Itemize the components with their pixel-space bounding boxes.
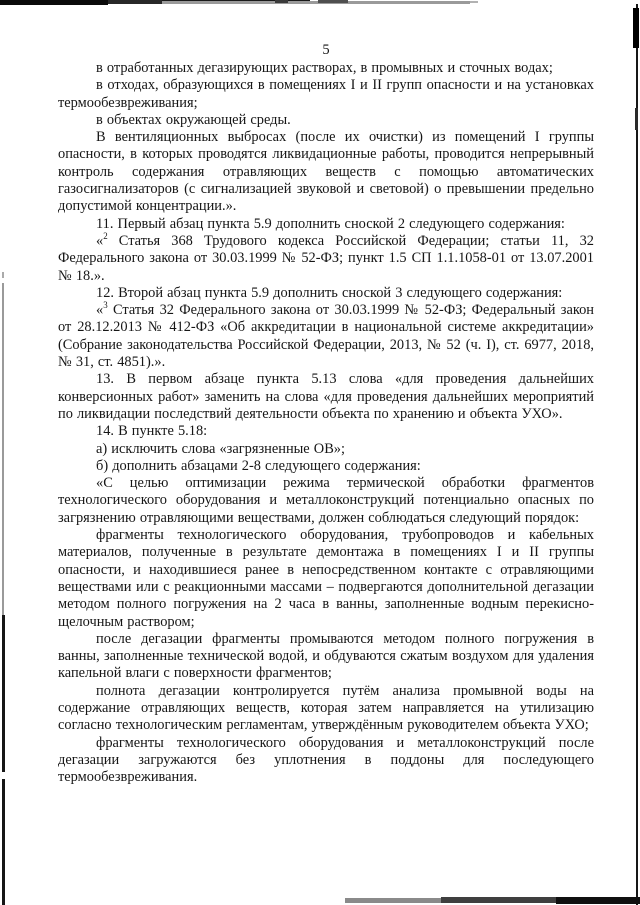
paragraph: б) дополнить абзацами 2-8 следующего содержания:: [96, 457, 421, 474]
paragraph: в отработанных дегазирующих растворах, в промывных и сточных водах;: [96, 60, 553, 76]
paragraph: 14. В пункте 5.18:: [96, 423, 208, 440]
paragraph: 13. В первом абзаце пункта 5.13 слова «для проведения дальнейших конверсионных работ» заменить на слова «для проведения дальнейших мероприятий по ликвидации последствий деятельности объекта по хранению и объекта УХО».: [58, 371, 594, 422]
footnote-marker: 3: [103, 300, 108, 311]
scan-artifact-top-dark-bar: [108, 0, 162, 4]
document-body: [58, 60, 594, 786]
paragraph: в объектах окружающей среды.: [96, 111, 291, 128]
paragraph: 11. Первый абзац пункта 5.9 дополнить сноской 2 следующего содержания:: [96, 215, 565, 232]
scan-artifact-top-gray-bar: [105, 1, 470, 4]
footnote-marker: 2: [103, 231, 108, 242]
scan-artifact-bottom-gray-bar: [345, 898, 441, 903]
scan-artifact-left-edge-black-line-1: [2, 615, 5, 772]
scan-artifact-right-edge-dash: [635, 108, 638, 130]
scan-artifact-left-edge-dot: [2, 272, 4, 278]
paragraph: после дегазации фрагменты промываются методом полного погружения в ванны, заполненные технической водой, и обдуваются сжатым воздухом для удаления капельной влаги с поверхности фрагментов;: [58, 630, 594, 682]
scan-artifact-top-line: [0, 0, 310, 2]
paragraph: 12. Второй абзац пункта 5.9 дополнить сноской 3 следующего содержания:: [96, 284, 563, 301]
scan-artifact-top-mark-2: [318, 0, 348, 3]
paragraph: В вентиляционных выбросах (после их очистки) из помещений I группы опасности, в которых проводятся ликвидационные работы, проводится непрерывный контроль содержания отравляющих веществ с помощью автоматических газосигнализаторов (с сигнализацией звуковой и световой) о превышении предельно допустимой концентрации.».: [58, 129, 594, 215]
paragraph: фрагменты технологического оборудования, трубопроводов и кабельных материалов, полученные в результате демонтажа в помещениях I и II группы опасности, и находившиеся ранее в непосредственном контакте с отравляющими веществами или с реакционными массами – подвергаются дополнительной дегазации методом полного погружения на 2 часа в ванны, заполненные водным перекисно-щелочным раствором;: [58, 527, 594, 630]
scan-artifact-top-mark-1: [275, 0, 288, 3]
scan-artifact-bottom-black-bar: [556, 897, 640, 904]
scan-artifact-bottom-dark-bar: [441, 897, 556, 903]
page-number: 5: [322, 42, 330, 58]
paragraph: «$^3$ Статья 32 Федерального закона от 30.03.1999 № 52-ФЗ; Федеральный закон от 28.12.2013 № 412-ФЗ «Об аккредитации в национальной системе аккредитации» (Собрание законодательства Российской Федерации, 2013, № 52 (ч. I), ст. 6977, 2018, № 31, ст. 4851).».: [58, 300, 594, 371]
scan-artifact-right-edge-blob: [633, 8, 639, 48]
scan-artifact-right-edge-line: [636, 4, 638, 905]
paragraph: «С целью оптимизации режима термической обработки фрагментов технологического оборудования и металлоконструкций потенциально опасных по загрязнению отравляющими веществами, должен соблюдаться следующий порядок:: [58, 475, 594, 526]
scan-artifact-top-mark-3: [470, 1, 478, 3]
scan-artifact-top-black-bar: [0, 0, 108, 5]
paragraph: а) исключить слова «загрязненные ОВ»;: [96, 440, 345, 457]
paragraph: полнота дегазации контролируется путём анализа промывной воды на содержание отравляющих веществ, которая затем направляется на утилизацию согласно технологическим регламентам, утверждённым руководителем объекта УХО;: [58, 682, 594, 734]
paragraph: «$^2$ Статья 368 Трудового кодекса Российской Федерации; статьи 11, 32 Федерального закона от 30.03.1999 № 52-ФЗ; пункт 1.5 СП 1.1.1058-01 от 13.07.2001 № 18.».: [58, 231, 594, 284]
scan-artifact-left-edge-gray-line: [2, 283, 4, 615]
scan-artifact-left-edge-black-line-2: [2, 779, 5, 905]
paragraph: фрагменты технологического оборудования и металлоконструкций после дегазации загружаются без уплотнения в поддоны для последующего термообезвреживания.: [58, 734, 594, 786]
paragraph: в отходах, образующихся в помещениях I и II групп опасности и на установках термообезвреживания;: [58, 77, 594, 111]
